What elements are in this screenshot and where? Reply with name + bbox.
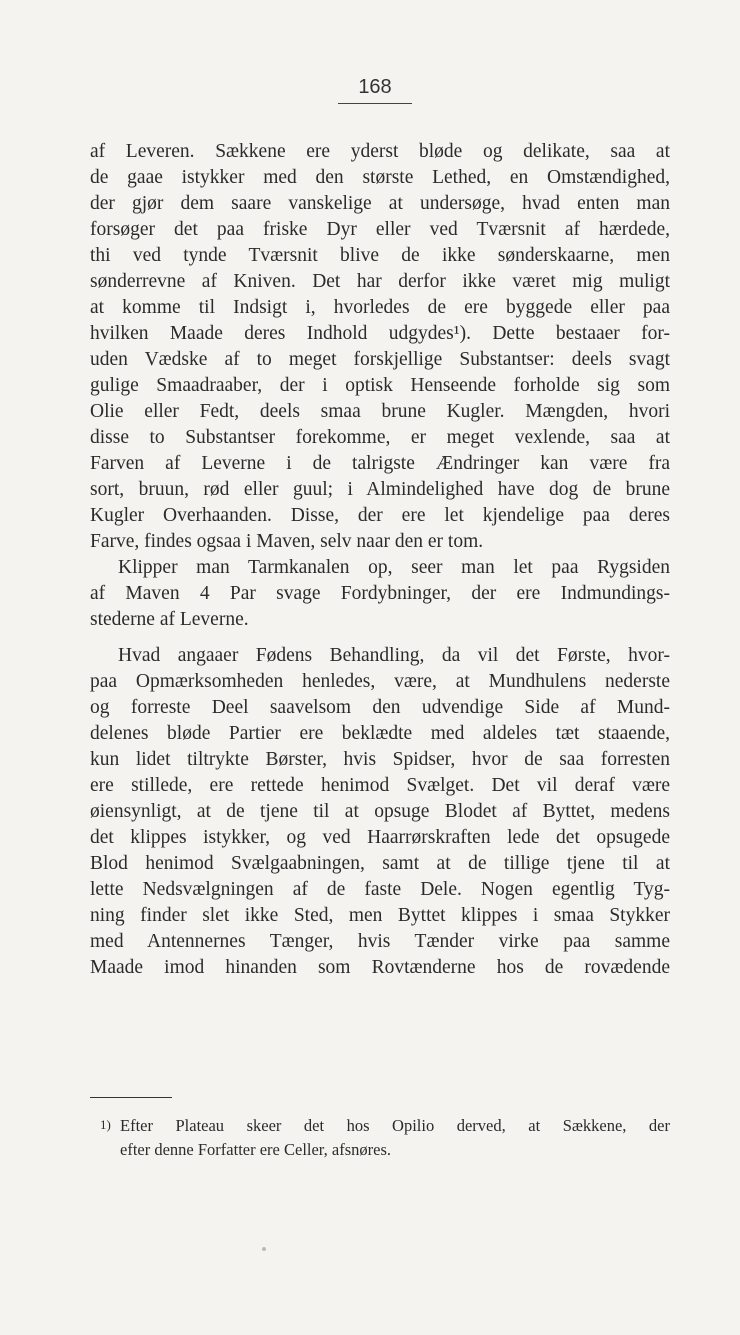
text-line: Hvad angaaer Fødens Behandling, da vil det Første, hvor- — [118, 645, 670, 666]
text-line: ning finder slet ikke Sted, men Byttet klippes i smaa Stykker — [90, 905, 670, 926]
text-line: Olie eller Fedt, deels smaa brune Kugler. Mængden, hvori — [90, 401, 670, 422]
text-line: Klipper man Tarmkanalen op, seer man let paa Rygsiden — [118, 557, 670, 578]
text-line: kun lidet tiltrykte Børster, hvis Spidser, hvor de saa forresten — [90, 749, 670, 770]
footnote-marker: 1) — [100, 1117, 111, 1132]
text-line: paa Opmærksomheden henledes, være, at Mundhulens nederste — [90, 671, 670, 692]
page-number: 168 — [358, 76, 392, 98]
text-line: sort, bruun, rød eller guul; i Almindelighed have dog de brune — [90, 479, 670, 500]
text-line: thi ved tynde Tværsnit blive de ikke sønderskaarne, men — [90, 245, 670, 266]
text-line: med Antennernes Tænger, hvis Tænder virke paa samme — [90, 931, 670, 952]
text-line: af Maven 4 Par svage Fordybninger, der ere Indmundings- — [90, 583, 670, 604]
text-line: og forreste Deel saavelsom den udvendige Side af Mund- — [90, 697, 670, 718]
text-line: Kugler Overhaanden. Disse, der ere let kjendelige paa deres — [90, 505, 670, 526]
text-line: hvilken Maade deres Indhold udgydes¹). Dette bestaaer for- — [90, 323, 670, 344]
text-line: sønderrevne af Kniven. Det har derfor ikke været mig muligt — [90, 271, 670, 292]
text-line: Farve, findes ogsaa i Maven, selv naar den er tom. — [90, 531, 484, 552]
text-line: at komme til Indsigt i, hvorledes de ere byggede eller paa — [90, 297, 670, 318]
text-line: forsøger det paa friske Dyr eller ved Tværsnit af hærdede, — [90, 219, 670, 240]
text-line: stederne af Leverne. — [90, 609, 249, 630]
paper-speck — [262, 1247, 266, 1251]
footnote-line: efter denne Forfatter ere Celler, afsnøres. — [120, 1140, 391, 1159]
text-line: lette Nedsvælgningen af de faste Dele. Nogen egentlig Tyg- — [90, 879, 670, 900]
text-line: der gjør dem saare vanskelige at undersøge, hvad enten man — [90, 193, 670, 214]
footnote-rule — [90, 1097, 172, 1098]
text-line: det klippes istykker, og ved Haarrørskraften lede det opsugede — [90, 827, 670, 848]
text-line: Blod henimod Svælgaabningen, samt at de tillige tjene til at — [90, 853, 670, 874]
footnote-line: Efter Plateau skeer det hos Opilio derved, at Sækkene, der — [120, 1116, 670, 1135]
text-line: Farven af Leverne i de talrigste Ændringer kan være fra — [90, 453, 670, 474]
text-line: disse to Substantser forekomme, er meget vexlende, saa at — [90, 427, 670, 448]
text-line: øiensynligt, at de tjene til at opsuge Blodet af Byttet, medens — [90, 801, 670, 822]
page-number-underline — [338, 103, 412, 104]
text-line: gulige Smaadraaber, der i optisk Henseende forholde sig som — [90, 375, 670, 396]
text-line: Maade imod hinanden som Rovtænderne hos de rovædende — [90, 957, 670, 978]
text-line: uden Vædske af to meget forskjellige Substantser: deels svagt — [90, 349, 670, 370]
text-line: de gaae istykker med den største Lethed, en Omstændighed, — [90, 167, 670, 188]
text-line: af Leveren. Sækkene ere yderst bløde og delikate, saa at — [90, 141, 670, 162]
text-line: delenes bløde Partier ere beklædte med aldeles tæt staaende, — [90, 723, 670, 744]
text-line: ere stillede, ere rettede henimod Svælget. Det vil deraf være — [90, 775, 670, 796]
